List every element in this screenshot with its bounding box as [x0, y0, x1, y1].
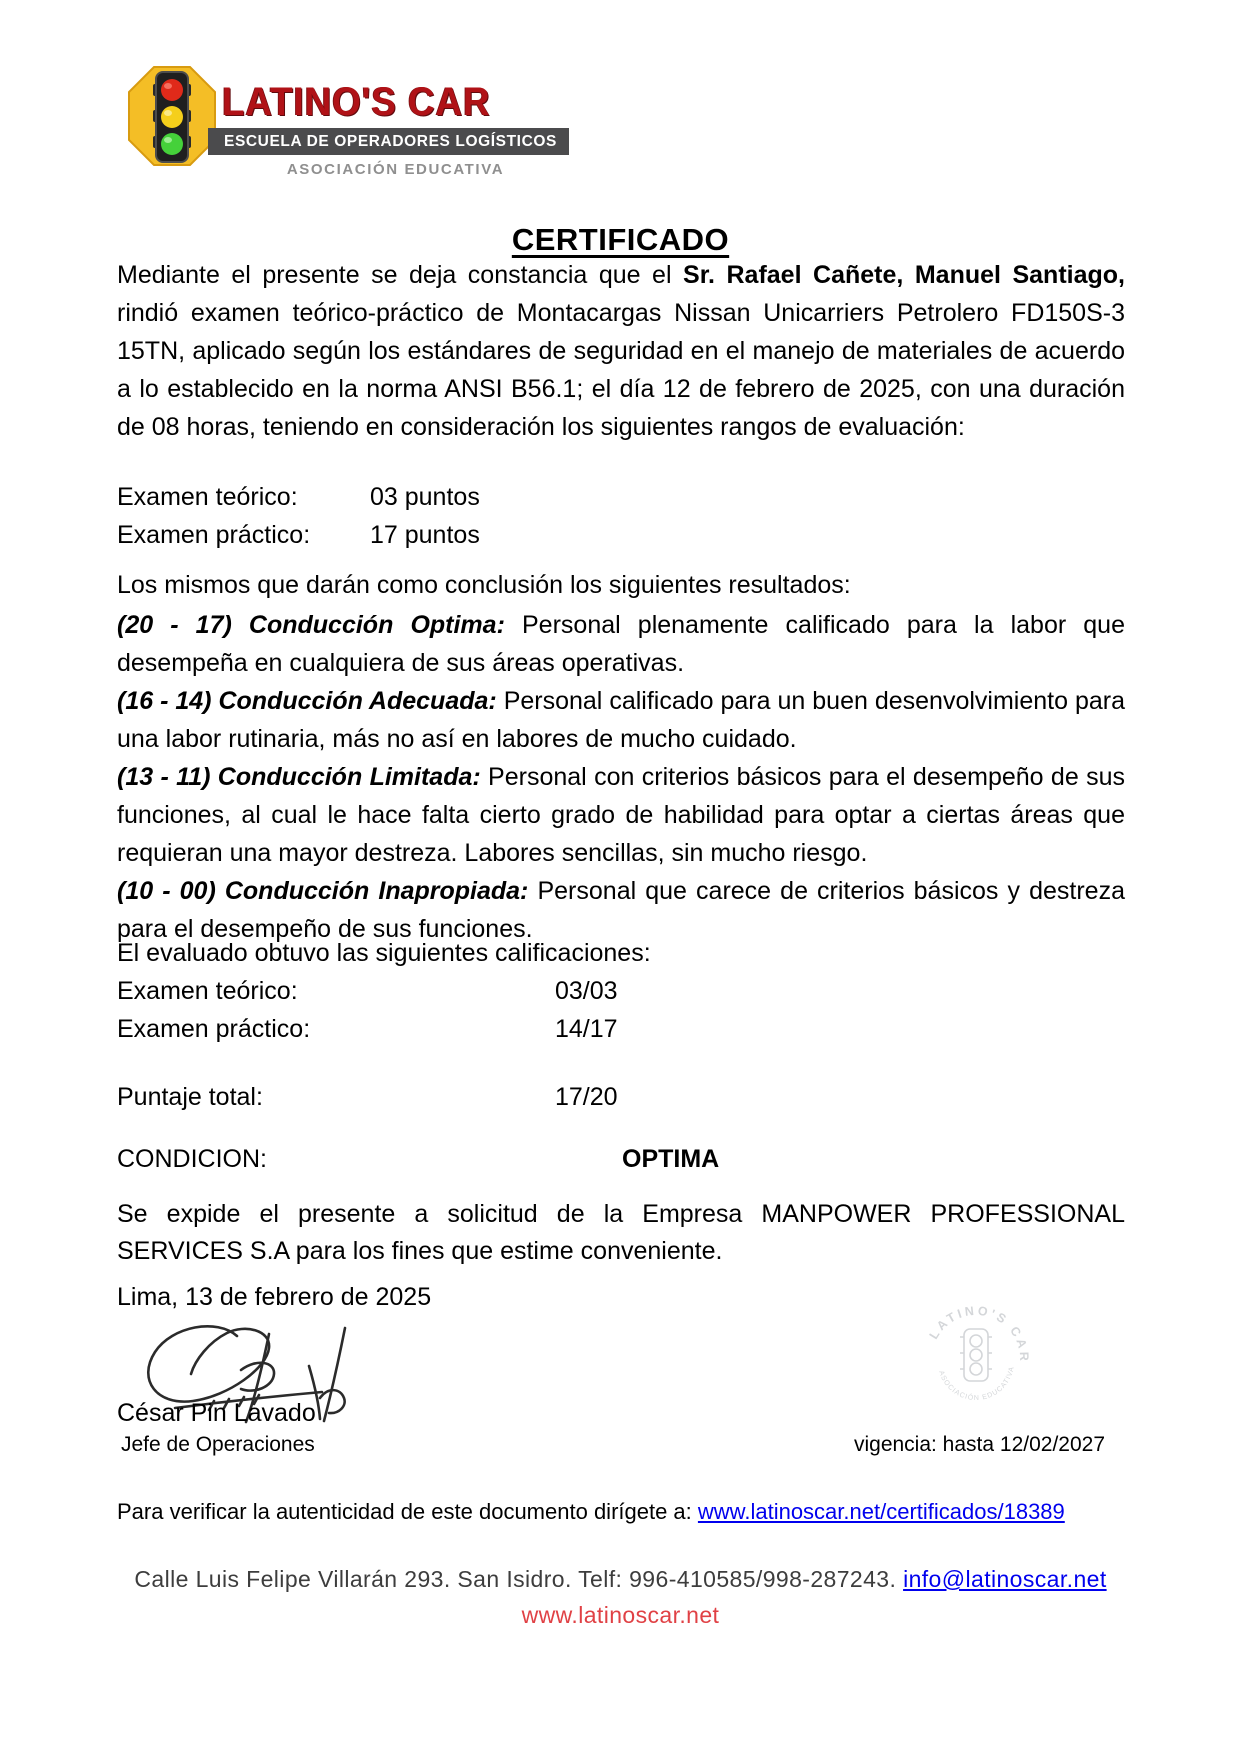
verification-line	[117, 1498, 1065, 1526]
grade-label: Examen práctico:	[117, 1015, 311, 1043]
category-range: (16 - 14) Conducción Adecuada:	[117, 687, 497, 715]
grade-label: Examen teórico:	[117, 977, 298, 1005]
date-line: Lima, 13 de febrero de 2025	[117, 1283, 432, 1311]
validity-text: vigencia: hasta 12/02/2027	[853, 1433, 1105, 1456]
grade-row	[117, 1010, 1125, 1048]
category-paragraph	[117, 758, 1125, 872]
logo-title: LATINO'S CAR	[222, 80, 491, 124]
issuance-paragraph: Se expide el presente a solicitud de la Empresa MANPOWER PROFESSIONAL SERVICES S.A para los fines que estime conveniente.	[117, 1200, 1125, 1265]
score-range-label: Examen teórico:	[117, 483, 298, 511]
category-range: (13 - 11) Conducción Limitada:	[117, 763, 481, 791]
score-range-row	[117, 478, 1125, 516]
grades-intro: El evaluado obtuvo las siguientes calificaciones:	[117, 939, 651, 967]
traffic-light-octagon-icon	[126, 64, 218, 168]
score-ranges	[117, 478, 1125, 554]
footer-address: Calle Luis Felipe Villarán 293. San Isidro. Telf: 996-410585/998-287243.	[134, 1566, 904, 1592]
category-paragraph	[117, 682, 1125, 758]
category-range: (20 - 17) Conducción Optima:	[117, 611, 505, 639]
footer-address-line	[0, 1566, 1241, 1593]
intro-text-after: rindió examen teórico-práctico de Montacargas Nissan Unicarriers Petrolero FD150S-3 15TN, aplicado según los estándares de seguridad en el manejo de materiales de acuerdo a lo establecido en la norma ANSI B56.1; el día 12 de febrero de 2025, con una duración de 08 horas, teniendo en consideración los siguientes rangos de evaluación:	[117, 299, 1125, 441]
grade-value: 14/17	[555, 1015, 618, 1043]
category-description: Personal que carece de criterios básicos y destreza para el desempeño de sus funciones.	[117, 877, 1125, 943]
condition-row	[117, 1140, 1125, 1178]
category-description: Personal con criterios básicos para el desempeño de sus funciones, al cual le hace falta cierto grado de habilidad para optar a ciertas áreas que requieran una mayor destreza. Labores sencillas, sin mucho riesgo.	[117, 763, 1125, 867]
svg-text:LATINO'S CAR	[927, 1304, 1032, 1364]
score-range-row	[117, 516, 1125, 554]
stamp-arc-bottom-text: ASOCIACIÓN EDUCATIVA	[937, 1365, 1016, 1403]
logo-subtitle-banner: ESCUELA DE OPERADORES LOGÍSTICOS	[208, 128, 569, 155]
grade-value: 03/03	[555, 977, 618, 1005]
signer-title: Jefe de Operaciones	[121, 1433, 315, 1456]
grade-row	[117, 972, 1125, 1010]
category-paragraph	[117, 606, 1125, 682]
results-intro: Los mismos que darán como conclusión los siguientes resultados:	[117, 571, 851, 599]
verification-link[interactable]: www.latinoscar.net/certificados/18389	[697, 1499, 1065, 1524]
score-range-label: Examen práctico:	[117, 521, 311, 549]
company-logo	[126, 64, 569, 178]
verification-text: Para verificar la autenticidad de este documento dirígete a:	[117, 1499, 698, 1524]
signer-name: César Pin Lavado	[117, 1399, 316, 1427]
stamp-arc-top-text: LATINO'S CAR	[926, 1303, 1032, 1364]
logo-tagline: ASOCIACIÓN EDUCATIVA	[286, 161, 505, 178]
category-description: Personal calificado para un buen desenvolvimiento para una labor rutinaria, más no así en labores de mucho cuidado.	[117, 687, 1125, 753]
total-score-row	[117, 1078, 1125, 1116]
category-description: Personal plenamente calificado para la labor que desempeña en cualquiera de sus áreas operativas.	[117, 611, 1125, 677]
condition-label: CONDICION:	[117, 1145, 267, 1173]
intro-paragraph	[117, 256, 1125, 446]
score-range-value: 17 puntos	[370, 521, 480, 549]
page-title: CERTIFICADO	[511, 222, 730, 257]
grades-block	[117, 934, 1125, 1048]
score-range-value: 03 puntos	[370, 483, 480, 511]
footer-email-link[interactable]: info@latinoscar.net	[903, 1566, 1107, 1592]
total-score-label: Puntaje total:	[117, 1083, 263, 1111]
total-score-value: 17/20	[555, 1083, 618, 1111]
intro-text-before: Mediante el presente se deja constancia que el	[117, 261, 684, 289]
condition-value: OPTIMA	[622, 1145, 720, 1173]
candidate-name: Sr. Rafael Cañete, Manuel Santiago,	[683, 261, 1125, 289]
footer-website-link[interactable]: www.latinoscar.net	[521, 1602, 720, 1628]
company-stamp-watermark	[915, 1293, 1037, 1415]
category-range: (10 - 00) Conducción Inapropiada:	[117, 877, 529, 905]
svg-text:ASOCIACIÓN EDUCATIVA	[937, 1366, 1016, 1402]
